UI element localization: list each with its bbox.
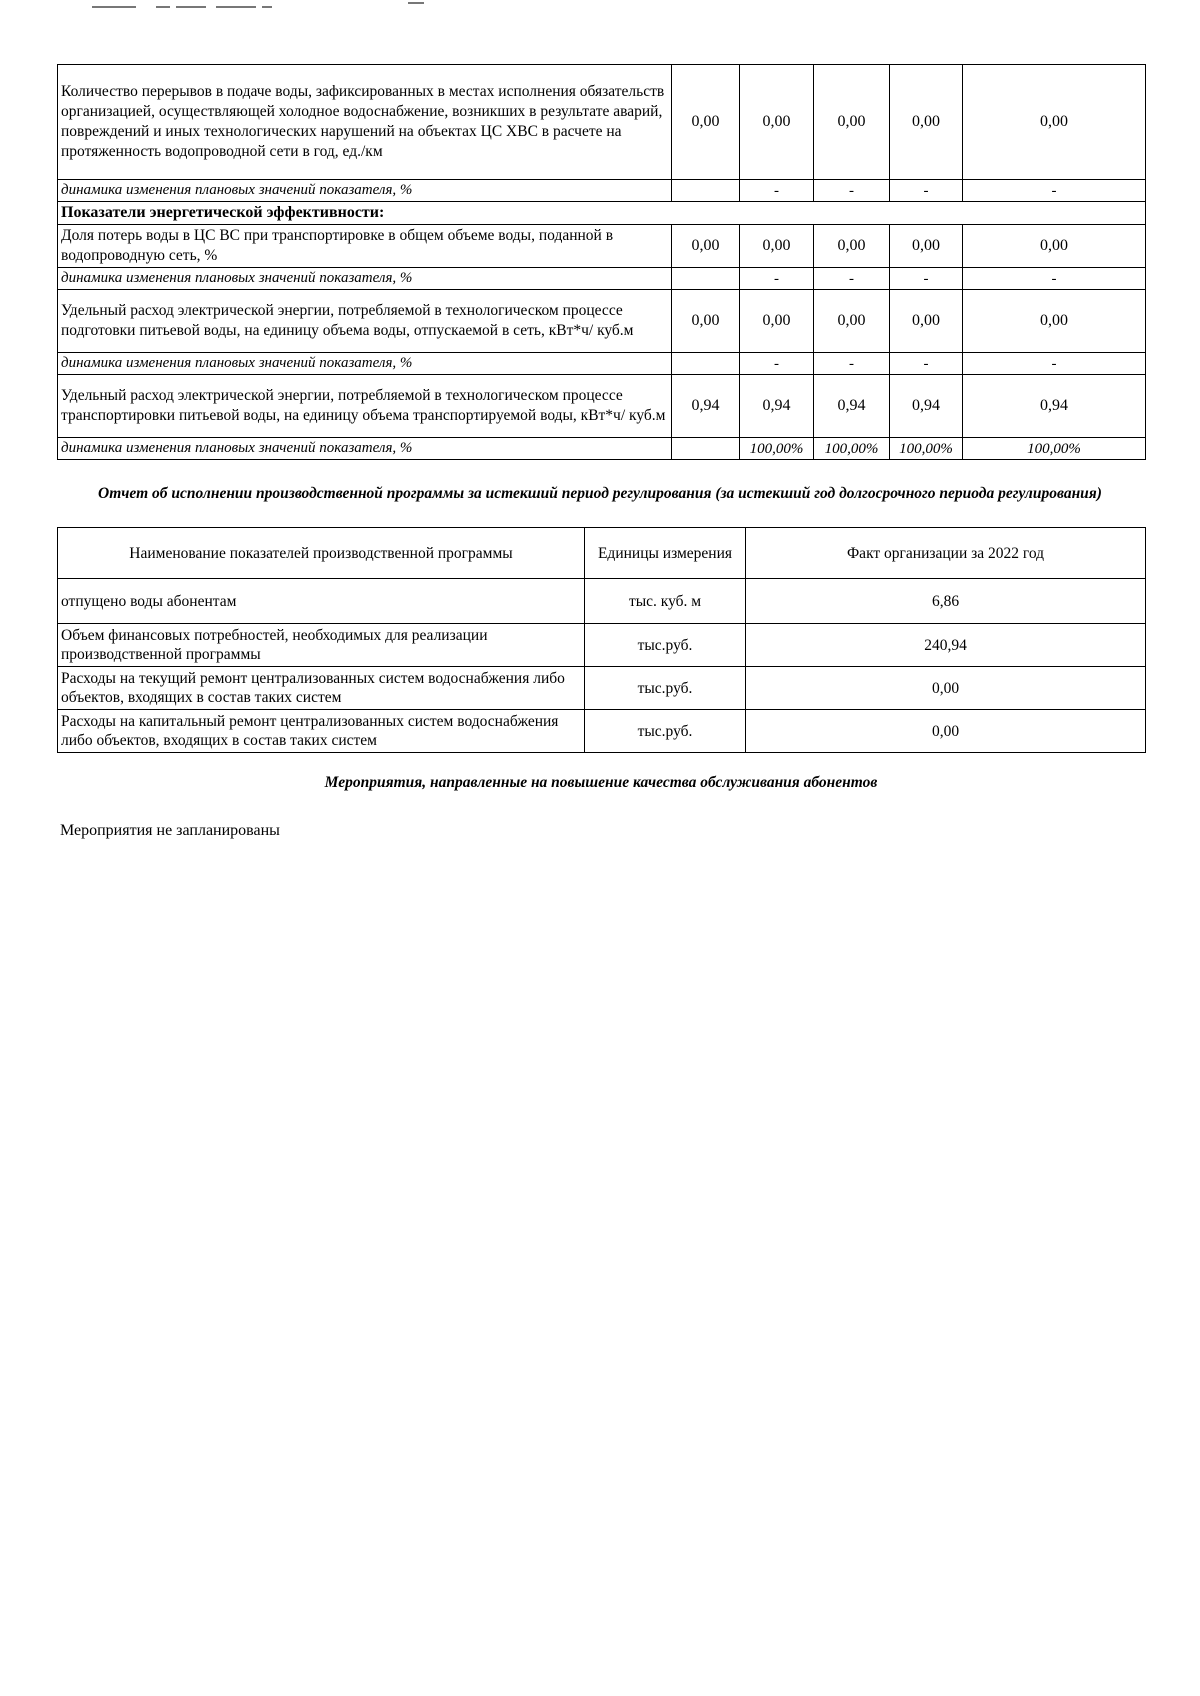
indicator-value: 0,00 xyxy=(890,290,963,353)
table-row xyxy=(58,268,1146,290)
indicator-label: Количество перерывов в подаче воды, зафиксированных в местах исполнения обязательств организацией, осуществляющей холодное водоснабжение, возникших в результате аварий, повреждений и иных технологических нарушений на объектах ЦС ХВС в расчете на протяженность водопроводной сети в год, ед./км xyxy=(58,65,672,180)
table-row xyxy=(58,667,1146,710)
table-row xyxy=(58,290,1146,353)
table-row xyxy=(58,353,1146,375)
indicator-value: 0,00 xyxy=(672,65,740,180)
indicator-value: 0,00 xyxy=(740,225,814,268)
table-row xyxy=(58,65,1146,180)
indicator-value: 0,00 xyxy=(814,290,890,353)
dynamics-label: динамика изменения плановых значений показателя, % xyxy=(58,268,672,290)
dynamics-label: динамика изменения плановых значений показателя, % xyxy=(58,438,672,460)
dynamics-value: - xyxy=(890,268,963,290)
fact-cell: 6,86 xyxy=(746,579,1146,624)
indicator-name: Расходы на текущий ремонт централизованных систем водоснабжения либо объектов, входящих в состав таких систем xyxy=(58,667,585,710)
dynamics-value: - xyxy=(963,353,1146,375)
dynamics-value: - xyxy=(740,180,814,202)
indicator-label: Доля потерь воды в ЦС ВС при транспортировке в общем объеме воды, поданной в водопроводную сеть, % xyxy=(58,225,672,268)
dynamics-value: - xyxy=(814,180,890,202)
indicator-value: 0,00 xyxy=(963,65,1146,180)
dynamics-value xyxy=(672,438,740,460)
indicator-value: 0,00 xyxy=(890,65,963,180)
column-header: Единицы измерения xyxy=(585,528,746,579)
indicator-name: Расходы на капитальный ремонт централизованных систем водоснабжения либо объектов, входящих в состав таких систем xyxy=(58,710,585,753)
table-row xyxy=(58,225,1146,268)
dynamics-value: 100,00% xyxy=(890,438,963,460)
dynamics-value: 100,00% xyxy=(963,438,1146,460)
dynamics-value xyxy=(672,268,740,290)
indicator-value: 0,00 xyxy=(672,225,740,268)
fact-cell: 0,00 xyxy=(746,667,1146,710)
measures-note: Мероприятия не запланированы xyxy=(60,822,280,839)
table-row xyxy=(58,180,1146,202)
dynamics-label: динамика изменения плановых значений показателя, % xyxy=(58,180,672,202)
fact-cell: 240,94 xyxy=(746,624,1146,667)
dynamics-value: - xyxy=(814,353,890,375)
scan-artifact xyxy=(92,2,432,12)
dynamics-value: - xyxy=(890,353,963,375)
indicator-value: 0,00 xyxy=(814,65,890,180)
report-table xyxy=(57,527,1146,753)
indicator-value: 0,94 xyxy=(814,375,890,438)
indicator-value: 0,00 xyxy=(890,225,963,268)
measures-title: Мероприятия, направленные на повышение качества обслуживания абонентов xyxy=(324,774,878,791)
indicator-label: Удельный расход электрической энергии, потребляемой в технологическом процессе транспортировки питьевой воды, на единицу объема транспортируемой воды, кВт*ч/ куб.м xyxy=(58,375,672,438)
indicator-value: 0,94 xyxy=(890,375,963,438)
indicator-value: 0,00 xyxy=(740,65,814,180)
unit-cell: тыс.руб. xyxy=(585,624,746,667)
dynamics-value xyxy=(672,180,740,202)
report-title: Отчет об исполнении производственной программы за истекший период регулирования (за истекший год долгосрочного периода регулирования) xyxy=(98,485,1102,502)
fact-cell: 0,00 xyxy=(746,710,1146,753)
dynamics-value: 100,00% xyxy=(814,438,890,460)
indicators-table xyxy=(57,64,1146,460)
table-row xyxy=(58,202,1146,225)
section-heading: Показатели энергетической эффективности: xyxy=(58,202,1146,225)
indicator-value: 0,00 xyxy=(963,290,1146,353)
indicator-value: 0,00 xyxy=(814,225,890,268)
indicator-value: 0,94 xyxy=(672,375,740,438)
unit-cell: тыс. куб. м xyxy=(585,579,746,624)
table-row xyxy=(58,624,1146,667)
table-row xyxy=(58,438,1146,460)
unit-cell: тыс.руб. xyxy=(585,710,746,753)
table-header-row xyxy=(58,528,1146,579)
dynamics-value: - xyxy=(890,180,963,202)
table-row xyxy=(58,375,1146,438)
dynamics-value: - xyxy=(814,268,890,290)
indicator-value: 0,00 xyxy=(740,290,814,353)
indicator-value: 0,00 xyxy=(672,290,740,353)
dynamics-value: - xyxy=(963,268,1146,290)
indicator-value: 0,00 xyxy=(963,225,1146,268)
dynamics-value: - xyxy=(963,180,1146,202)
table-row xyxy=(58,579,1146,624)
indicator-label: Удельный расход электрической энергии, потребляемой в технологическом процессе подготовки питьевой воды, на единицу объема воды, отпускаемой в сеть, кВт*ч/ куб.м xyxy=(58,290,672,353)
indicator-value: 0,94 xyxy=(963,375,1146,438)
column-header: Факт организации за 2022 год xyxy=(746,528,1146,579)
dynamics-label: динамика изменения плановых значений показателя, % xyxy=(58,353,672,375)
column-header: Наименование показателей производственной программы xyxy=(58,528,585,579)
dynamics-value xyxy=(672,353,740,375)
dynamics-value: - xyxy=(740,268,814,290)
indicator-name: Объем финансовых потребностей, необходимых для реализации производственной программы xyxy=(58,624,585,667)
unit-cell: тыс.руб. xyxy=(585,667,746,710)
table-row xyxy=(58,710,1146,753)
indicator-value: 0,94 xyxy=(740,375,814,438)
indicator-name: отпущено воды абонентам xyxy=(58,579,585,624)
dynamics-value: - xyxy=(740,353,814,375)
dynamics-value: 100,00% xyxy=(740,438,814,460)
